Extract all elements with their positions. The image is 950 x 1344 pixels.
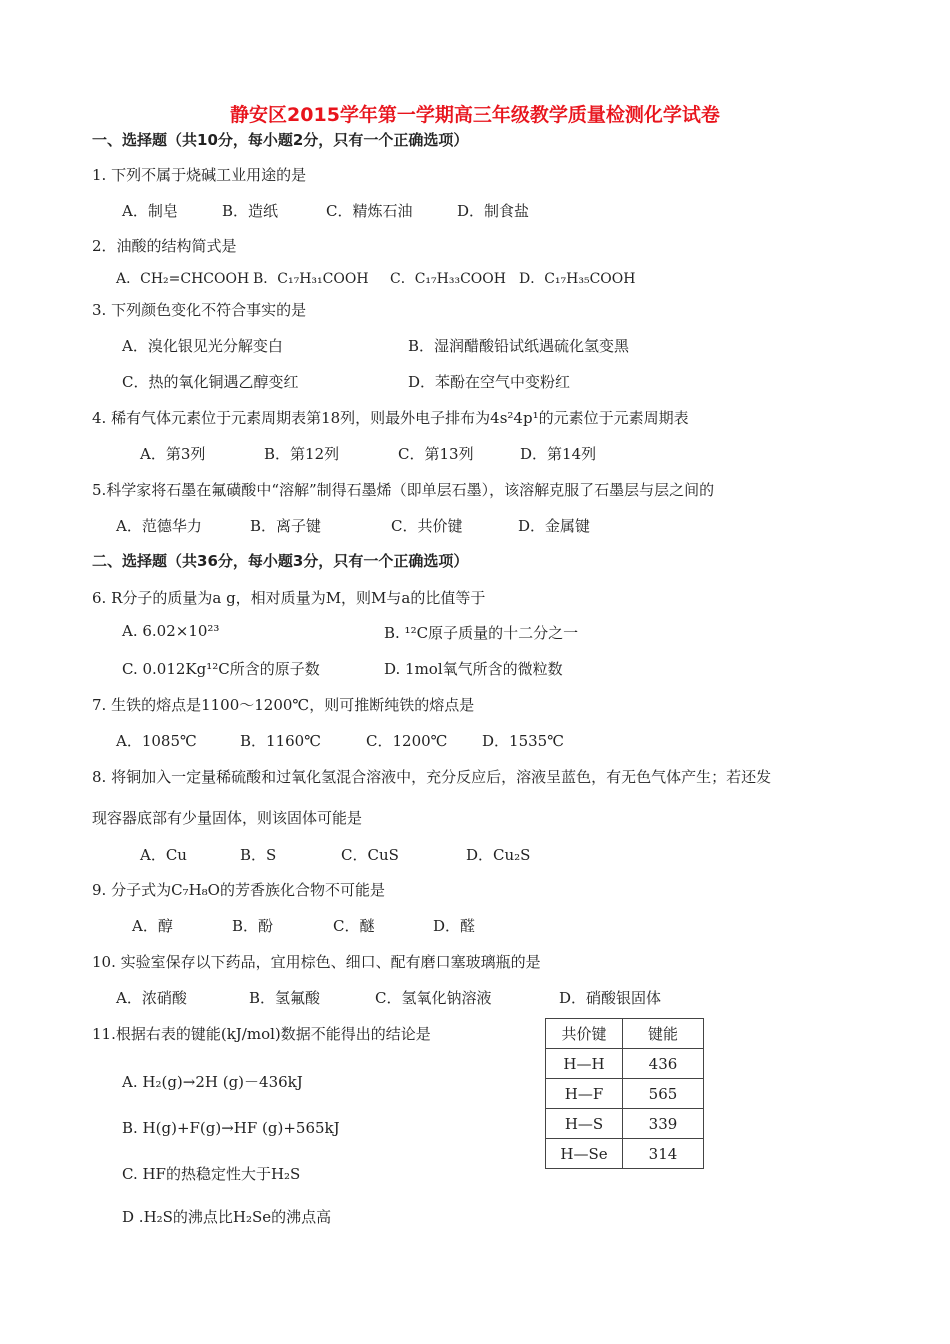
q11-option-c: C. HF的热稳定性大于H₂S <box>122 1165 301 1183</box>
q11-option-b: B. H(g)+F(g)→HF (g)+565kJ <box>122 1119 340 1137</box>
q1-option-c: C．精炼石油 <box>326 202 413 220</box>
q5-option-a: A．范德华力 <box>116 517 202 535</box>
q4-option-d: D．第14列 <box>520 445 597 463</box>
table-row <box>546 1139 704 1169</box>
q3-option-b: B．湿润醋酸铅试纸遇硫化氢变黑 <box>408 337 630 355</box>
table-cell: H—H <box>546 1049 623 1079</box>
question-1: 1. 下列不属于烧碱工业用途的是 <box>92 166 307 184</box>
q6-option-c: C. 0.012Kg¹²C所含的原子数 <box>122 660 320 678</box>
table-cell: 339 <box>623 1109 704 1139</box>
question-3: 3. 下列颜色变化不符合事实的是 <box>92 301 307 319</box>
table-cell: H—F <box>546 1079 623 1109</box>
q8-option-c: C．CuS <box>341 846 399 864</box>
q9-option-b: B．酚 <box>232 917 274 935</box>
q1-option-d: D．制食盐 <box>457 202 530 220</box>
q10-option-b: B．氢氟酸 <box>249 989 321 1007</box>
table-cell: 565 <box>623 1079 704 1109</box>
q3-option-a: A．溴化银见光分解变白 <box>122 337 283 355</box>
q3-option-d: D．苯酚在空气中变粉红 <box>408 373 571 391</box>
table-header-row <box>546 1019 704 1049</box>
q9-option-a: A．醇 <box>132 917 173 935</box>
q6-option-d: D. 1mol氧气所含的微粒数 <box>384 660 563 678</box>
table-row <box>546 1079 704 1109</box>
table-cell: 436 <box>623 1049 704 1079</box>
q2-option-d: D．C₁₇H₃₅COOH <box>519 271 636 287</box>
q8-option-d: D．Cu₂S <box>466 846 531 864</box>
q1-option-b: B．造纸 <box>222 202 279 220</box>
q4-option-b: B．第12列 <box>264 445 340 463</box>
q2-option-c: C．C₁₇H₃₃COOH <box>390 271 506 287</box>
q1-option-a: A．制皂 <box>122 202 178 220</box>
q10-option-c: C．氢氧化钠溶液 <box>375 989 492 1007</box>
question-9: 9. 分子式为C₇H₈O的芳香族化合物不可能是 <box>92 881 385 899</box>
q11-option-d: D .H₂S的沸点比H₂Se的沸点高 <box>122 1208 332 1226</box>
table-header-cell: 键能 <box>623 1019 704 1049</box>
q4-option-c: C．第13列 <box>398 445 474 463</box>
question-10: 10. 实验室保存以下药品，宜用棕色、细口、配有磨口塞玻璃瓶的是 <box>92 953 541 971</box>
q7-option-b: B．1160℃ <box>240 732 321 750</box>
table-row <box>546 1049 704 1079</box>
q11-option-a: A. H₂(g)→2H (g)－436kJ <box>122 1073 303 1091</box>
q7-option-c: C．1200℃ <box>366 732 448 750</box>
question-5: 5.科学家将石墨在氟磺酸中“溶解”制得石墨烯（即单层石墨），该溶解克服了石墨层与层之间的 <box>92 481 715 499</box>
table-cell: H—S <box>546 1109 623 1139</box>
q2-option-b: B．C₁₇H₃₁COOH <box>253 271 369 287</box>
q5-option-d: D．金属键 <box>518 517 591 535</box>
q3-option-c: C．热的氧化铜遇乙醇变红 <box>122 373 299 391</box>
q9-option-c: C．醚 <box>333 917 375 935</box>
question-6: 6. R分子的质量为a g，相对质量为M，则M与a的比值等于 <box>92 589 486 607</box>
q6-option-b: B. ¹²C原子质量的十二分之一 <box>384 624 579 642</box>
question-7: 7. 生铁的熔点是1100～1200℃，则可推断纯铁的熔点是 <box>92 696 475 714</box>
q7-option-d: D．1535℃ <box>482 732 564 750</box>
q5-option-c: C．共价键 <box>391 517 463 535</box>
section-heading-2: 二、选择题（共36分，每小题3分，只有一个正确选项） <box>92 552 469 570</box>
q9-option-d: D．醛 <box>433 917 476 935</box>
q8-option-b: B．S <box>240 846 277 864</box>
question-11: 11.根据右表的键能(kJ/mol)数据不能得出的结论是 <box>92 1025 431 1043</box>
table-header-cell: 共价键 <box>546 1019 623 1049</box>
q4-option-a: A．第3列 <box>140 445 206 463</box>
table-cell: 314 <box>623 1139 704 1169</box>
bond-energy-table <box>545 1018 704 1169</box>
q7-option-a: A．1085℃ <box>116 732 197 750</box>
section-heading-1: 一、选择题（共10分，每小题2分，只有一个正确选项） <box>92 131 469 149</box>
q8-option-a: A．Cu <box>140 846 187 864</box>
question-2: 2．油酸的结构简式是 <box>92 237 237 255</box>
question-4: 4. 稀有气体元素位于元素周期表第18列，则最外电子排布为4s²4p¹的元素位于元素周期表 <box>92 409 689 427</box>
q2-option-a: A．CH₂=CHCOOH <box>116 271 250 287</box>
question-8: 8. 将铜加入一定量稀硫酸和过氧化氢混合溶液中，充分反应后，溶液呈蓝色，有无色气体产生；若还发 <box>92 768 772 786</box>
q10-option-a: A．浓硝酸 <box>116 989 187 1007</box>
q6-option-a: A. 6.02×10²³ <box>122 622 220 640</box>
page-title: 静安区2015学年第一学期高三年级教学质量检测化学试卷 <box>230 104 720 126</box>
question-8-cont: 现容器底部有少量固体，则该固体可能是 <box>92 809 363 827</box>
q10-option-d: D．硝酸银固体 <box>559 989 662 1007</box>
q5-option-b: B．离子键 <box>250 517 322 535</box>
table-cell: H—Se <box>546 1139 623 1169</box>
table-row <box>546 1109 704 1139</box>
